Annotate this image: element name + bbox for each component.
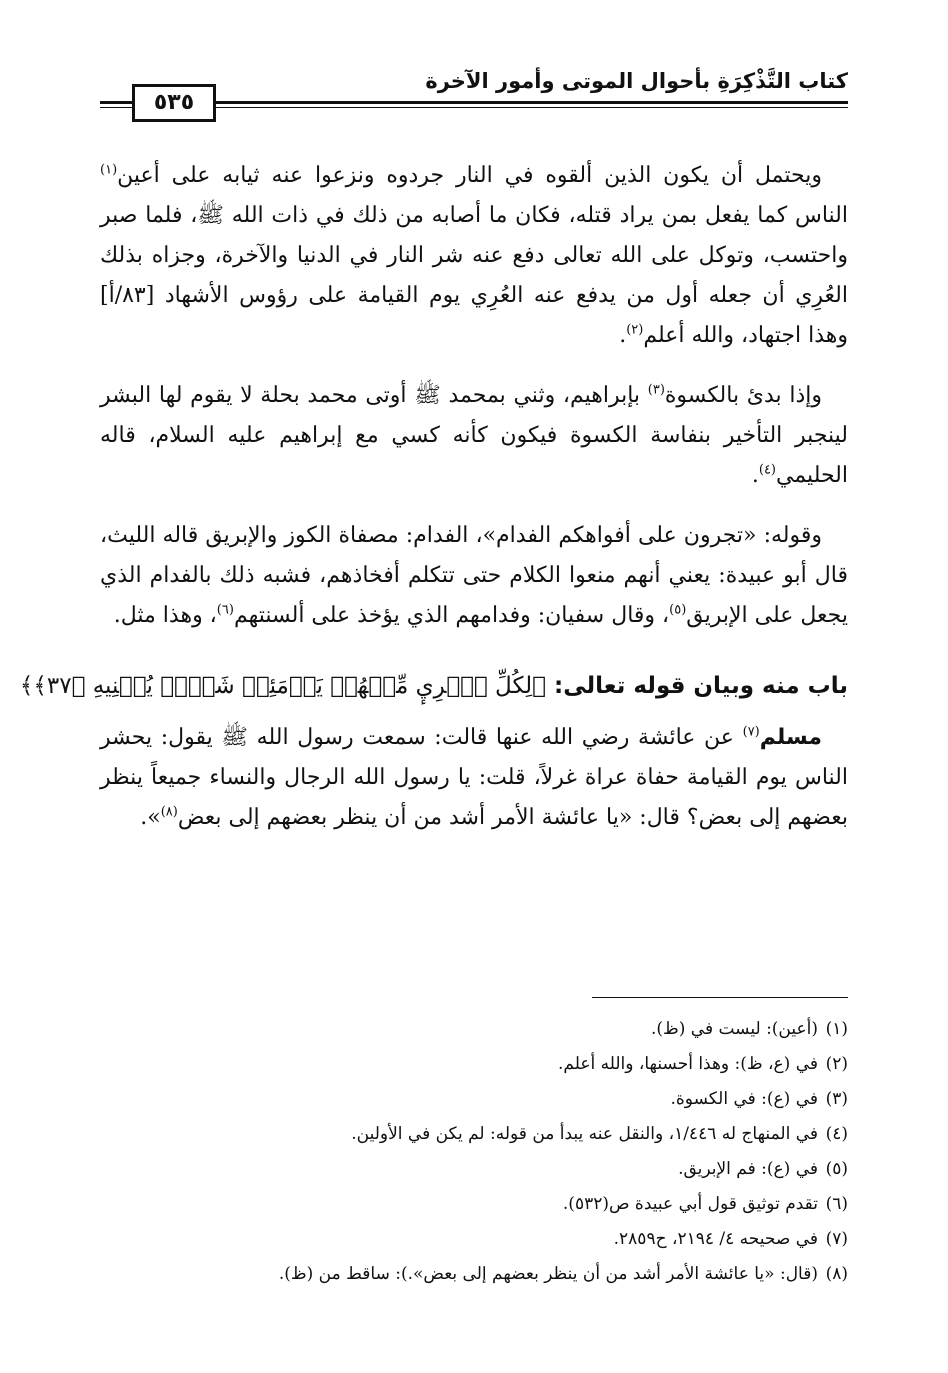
text-run: بإبراهيم، وثني بمحمد ﷺ أوتى محمد بحلة لا يقوم لها البشر لينجبر التأخير بنفاسة الكسوة فيكون كأنه كسي مع إبراهيم عليه السلام، قاله الحليمي [100, 383, 848, 488]
footnote [100, 1222, 848, 1257]
footnote [100, 1012, 848, 1047]
main-text [19, 156, 848, 858]
chapter-title: باب منه وبيان قوله تعالى: [545, 673, 848, 699]
footnotes [100, 1012, 848, 1292]
text-run: . [751, 463, 759, 488]
footnote-number: (٧) [825, 1229, 848, 1249]
footnote-ref-5: (٥) [669, 602, 687, 618]
footnote-text: (قال: «يا عائشة الأمر أشد من أن ينظر بعضهم إلى بعض».): ساقط من (ظ). [278, 1264, 818, 1284]
footnote-text: (أعين): ليست في (ظ). [651, 1019, 818, 1039]
footnote-ref-2: (٢) [626, 322, 644, 338]
footnote-number: (٦) [825, 1194, 848, 1214]
hadith-paragraph [100, 718, 848, 838]
footnote-ref-6: (٦) [216, 602, 234, 618]
footnote-number: (١) [825, 1019, 848, 1039]
chapter-heading [19, 666, 848, 706]
text-run: وقوله: «تجرون على أفواهكم الفدام»، الفدام: مصفاة الكوز والإبريق قاله الليث، قال أبو عبيدة: يعني أنهم منعوا الكلام حتى تتكلم أفخاذهم، فشبه ذلك بالفدام الذي يجعل على الإبريق [100, 523, 848, 628]
footnote-text: في صحيحه ٤/ ٢١٩٤، ح٢٨٥٩. [613, 1229, 818, 1249]
paragraph-1 [100, 156, 848, 356]
footnote [100, 1257, 848, 1292]
text-run: عن عائشة رضي الله عنها قالت: سمعت رسول الله ﷺ يقول: يحشر الناس يوم القيامة حفاة عراة غرلاً، قلت: يا رسول الله الرجال والنساء جميعاً ينظر بعضهم إلى بعض؟ قال: «يا عائشة الأمر أشد من أن ينظر بعضهم إلى بعض [100, 725, 848, 830]
footnote-text: في (ع): فم الإبريق. [678, 1159, 818, 1179]
footnote-ref-3: (٣) [647, 382, 665, 398]
footnote-text: في المنهاج له ١/٤٤٦، والنقل عنه يبدأ من قوله: لم يكن في الأولين. [351, 1124, 818, 1144]
footnote [100, 1082, 848, 1117]
footnote [100, 1117, 848, 1152]
text-run: ». [140, 805, 161, 830]
text-run: ويحتمل أن يكون الذين ألقوه في النار جردوه ونزعوا عنه ثيابه على أعين [117, 163, 822, 188]
footnote-ref-1: (١) [100, 162, 118, 178]
text-run: وإذا بدئ بالكسوة [664, 383, 822, 408]
footnote-ref-8: (٨) [160, 804, 178, 820]
footnote-number: (٣) [825, 1089, 848, 1109]
footnote-ref-4: (٤) [758, 462, 776, 478]
footnote-number: (٢) [825, 1054, 848, 1074]
text-run: الناس كما يفعل بمن يراد قتله، فكان ما أصابه من ذلك في ذات الله ﷺ، فلما صبر واحتسب، وتوكل على الله تعالى دفع عنه شر النار في الدنيا والآخرة، وجزاه بذلك العُرِي أن جعله أول من يدفع عنه العُرِي يوم القيامة على رؤوس الأشهاد [٨٣/أ] وهذا اجتهاد، والله أعلم [100, 203, 848, 348]
footnote [100, 1047, 848, 1082]
footnote-text: في (ع، ظ): وهذا أحسنها، والله أعلم. [558, 1054, 818, 1074]
footnote [100, 1187, 848, 1222]
footnote-text: في (ع): في الكسوة. [670, 1089, 818, 1109]
footnote-number: (٤) [825, 1124, 848, 1144]
footnote-ref-7: (٧) [742, 724, 760, 740]
footnote-number: (٥) [825, 1159, 848, 1179]
footnote-text: تقدم توثيق قول أبي عبيدة ص(٥٣٢). [562, 1194, 818, 1214]
text-run: . [619, 323, 627, 348]
paragraph-2 [100, 376, 848, 496]
footnote-separator [592, 997, 848, 998]
hadith-source: مسلم [759, 725, 822, 750]
footnote [100, 1152, 848, 1187]
running-header-title: كتاب التَّذْكِرَةِ بأحوال الموتى وأمور الآخرة [425, 69, 848, 93]
text-run: ، وهذا مثل. [113, 603, 217, 628]
paragraph-3 [100, 516, 848, 636]
page-number: ٥٣٥ [132, 84, 216, 122]
quran-verse: ﴿لِكُلِّ ٱمۡرِيٕ مِّنۡهُمۡ يَوۡمَئِذٖ شَأۡنٞ يُغۡنِيهِ ﴿٣٧﴾﴾ [19, 673, 546, 699]
text-run: ، وقال سفيان: وفدامهم الذي يؤخذ على ألسنتهم [233, 603, 670, 628]
footnote-number: (٨) [825, 1264, 848, 1284]
